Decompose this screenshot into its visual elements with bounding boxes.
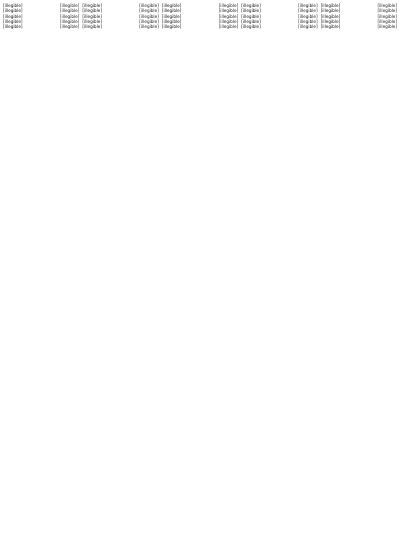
listing-row-value: [illegible] [377, 3, 398, 8]
listing-column-3 [162, 3, 238, 551]
listing-row-value: [illegible] [59, 13, 80, 19]
listing-column-1 [3, 3, 79, 551]
listing-row [321, 24, 397, 29]
listing-row-value: [illegible] [59, 19, 80, 25]
listing-row-label: [illegible] [3, 13, 23, 19]
listing-row-value: [illegible] [139, 13, 159, 19]
listing-row-value: [illegible] [298, 8, 318, 14]
listing-row-value: [illegible] [59, 3, 80, 8]
listing-row-label: [illegible] [82, 3, 102, 8]
listing-row-label: [illegible] [3, 19, 23, 25]
listing-row-value: [illegible] [59, 8, 80, 14]
listing-column-5 [321, 3, 397, 551]
listing-row-value: [illegible] [298, 19, 318, 25]
listing-row-label: [illegible] [161, 13, 182, 19]
listing-row-label: [illegible] [241, 19, 261, 25]
listing-row-label: [illegible] [241, 24, 261, 30]
listing-row-value: [illegible] [59, 24, 80, 30]
listing-row-label: [illegible] [82, 8, 102, 14]
listing-row-label: [illegible] [161, 3, 182, 8]
listing-row-label: [illegible] [3, 24, 23, 30]
listing-row-label: [illegible] [161, 24, 182, 30]
listing-row-value: [illegible] [377, 19, 398, 25]
listing-row-value: [illegible] [218, 13, 239, 19]
listing-column-4 [241, 3, 317, 551]
listing-row-label: [illegible] [161, 8, 182, 14]
listing-column-2 [82, 3, 158, 551]
listing-row-label: [illegible] [320, 13, 341, 19]
listing-row-label: [illegible] [82, 19, 102, 25]
listing-row-label: [illegible] [3, 8, 23, 14]
listing-row [241, 24, 317, 29]
listing-row-value: [illegible] [298, 24, 318, 30]
listing-row [162, 24, 238, 29]
listing-row-label: [illegible] [241, 13, 261, 19]
listing-row-value: [illegible] [139, 3, 159, 8]
listing-row-label: [illegible] [82, 13, 102, 19]
listing-row-label: [illegible] [82, 24, 102, 30]
listing-row [3, 24, 79, 29]
listing-row-label: [illegible] [320, 8, 341, 14]
listing-row-label: [illegible] [320, 3, 341, 8]
listing-row-value: [illegible] [218, 24, 239, 30]
listing-row [82, 24, 158, 29]
listing-row-value: [illegible] [298, 3, 318, 8]
listing-row-label: [illegible] [320, 24, 341, 30]
listing-row-value: [illegible] [218, 8, 239, 14]
listing-row-value: [illegible] [139, 19, 159, 25]
listing-row-value: [illegible] [218, 19, 239, 25]
listing-row-value: [illegible] [377, 13, 398, 19]
listing-row-label: [illegible] [3, 3, 23, 8]
listing-row-label: [illegible] [241, 3, 261, 8]
listing-row-value: [illegible] [298, 13, 318, 19]
listing-row-value: [illegible] [218, 3, 239, 8]
listing-row-value: [illegible] [377, 8, 398, 14]
listing-row-value: [illegible] [139, 8, 159, 14]
listing-row-value: [illegible] [377, 24, 398, 30]
listing-row-value: [illegible] [139, 24, 159, 30]
listing-row-label: [illegible] [161, 19, 182, 25]
listing-row-label: [illegible] [320, 19, 341, 25]
listing-row-label: [illegible] [241, 8, 261, 14]
